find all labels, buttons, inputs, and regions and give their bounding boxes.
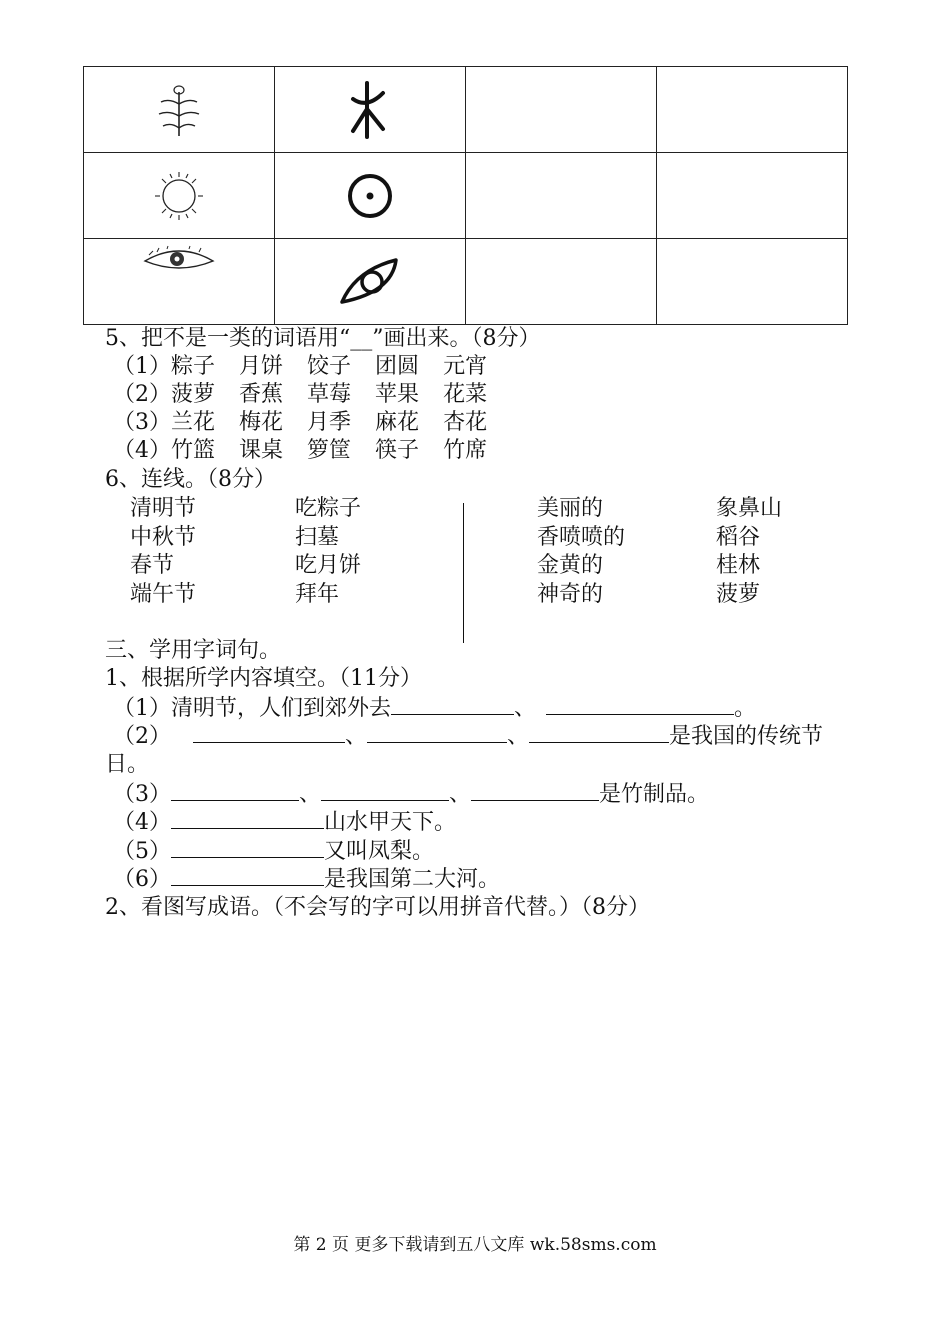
fill-item-3 — [113, 780, 709, 809]
separator: 、 — [449, 782, 472, 807]
sun-picture-cell — [84, 153, 275, 239]
answer-blank[interactable] — [546, 694, 734, 715]
match-item: 中秋节 — [130, 524, 197, 550]
match-item: 清明节 — [130, 496, 197, 521]
section-3-title: 三、学用字词句。 — [105, 638, 282, 663]
table-row — [84, 153, 848, 239]
match-item: 金黄的 — [537, 553, 604, 578]
separator: 、 — [514, 696, 537, 721]
sun-icon — [144, 166, 214, 226]
wood-glyph-cell — [275, 67, 466, 153]
column-divider — [463, 503, 464, 643]
answer-blank[interactable] — [471, 780, 599, 801]
fill-item-4 — [113, 808, 456, 837]
pictograph-table — [83, 66, 848, 325]
answer-blank[interactable] — [171, 808, 324, 829]
match-item: 象鼻山 — [716, 496, 783, 521]
word: 月饼 — [239, 354, 284, 379]
word: 课桌 — [239, 438, 284, 463]
question-1-title: 1、根据所学内容填空。（11分） — [105, 666, 422, 691]
word: 梅花 — [239, 410, 284, 435]
empty-cell — [466, 239, 657, 325]
word: 菠萝 — [171, 382, 216, 407]
q5-row-1 — [113, 353, 511, 381]
word: 竹席 — [443, 438, 488, 463]
fill-item-2-continued: 日。 — [105, 752, 150, 777]
match-item: 美丽的 — [537, 496, 604, 521]
separator: 、 — [507, 724, 530, 749]
match-item: 吃粽子 — [295, 496, 362, 521]
match-item: 拜年 — [295, 581, 340, 607]
question-6-title: 6、连线。（8分） — [105, 467, 276, 492]
table-row — [84, 239, 848, 325]
match-item: 吃月饼 — [295, 553, 362, 578]
answer-blank[interactable] — [367, 722, 507, 743]
plant-picture-cell — [84, 67, 275, 153]
festival-column — [130, 495, 196, 609]
match-item: 神奇的 — [537, 581, 604, 607]
separator: 、 — [345, 724, 368, 749]
word: 团圆 — [375, 354, 420, 379]
row-number: （3） — [113, 410, 171, 435]
word: 粽子 — [171, 354, 216, 379]
prompt-text: 是我国第二大河。 — [324, 867, 501, 892]
row-number: （1） — [113, 354, 171, 379]
word: 香蕉 — [239, 382, 284, 407]
question-2-title: 2、看图写成语。（不会写的字可以用拼音代替。）（8分） — [105, 895, 650, 920]
answer-blank[interactable] — [171, 780, 299, 801]
item-number: （2） — [113, 724, 171, 749]
wheat-plant-icon — [149, 80, 209, 140]
prompt-text: 是竹制品。 — [599, 782, 710, 807]
word: 兰花 — [171, 410, 216, 435]
word: 苹果 — [375, 382, 420, 407]
answer-blank[interactable] — [171, 865, 324, 886]
match-item: 桂林 — [716, 553, 761, 578]
oracle-wood-glyph-icon — [345, 79, 395, 141]
word: 杏花 — [443, 410, 488, 435]
empty-cell — [657, 153, 848, 239]
word: 竹篮 — [171, 438, 216, 463]
q5-row-4 — [113, 437, 511, 465]
answer-blank[interactable] — [321, 780, 449, 801]
prompt-text: （1）清明节，人们到郊外去 — [113, 696, 391, 721]
noun-column — [716, 495, 782, 609]
sun-glyph-cell — [275, 153, 466, 239]
word: 元宵 — [443, 354, 488, 379]
match-item: 稻谷 — [716, 524, 761, 550]
q5-row-3 — [113, 409, 511, 437]
oracle-eye-glyph-icon — [338, 252, 402, 312]
answer-blank[interactable] — [391, 694, 514, 715]
answer-blank[interactable] — [171, 837, 324, 858]
answer-blank[interactable] — [193, 722, 345, 743]
oracle-sun-glyph-icon — [343, 169, 397, 223]
eye-glyph-cell — [275, 239, 466, 325]
page-footer: 第 2 页 更多下载请到五八文库 wk.58sms.com — [293, 1235, 657, 1255]
row-number: （2） — [113, 382, 171, 407]
custom-column — [295, 495, 361, 609]
match-item: 端午节 — [130, 581, 197, 607]
item-number: （3） — [113, 782, 171, 807]
table-row — [84, 67, 848, 153]
item-number: （6） — [113, 867, 171, 892]
question-5-title: 5、把不是一类的词语用“__”画出来。（8分） — [105, 326, 541, 351]
eye-icon — [139, 245, 219, 275]
match-item: 菠萝 — [716, 581, 761, 607]
adjective-column — [537, 495, 625, 609]
fill-item-1 — [113, 694, 756, 723]
match-item: 春节 — [130, 553, 175, 578]
prompt-text: 山水甲天下。 — [324, 810, 457, 835]
empty-cell — [657, 67, 848, 153]
fill-item-6 — [113, 865, 500, 894]
match-item: 香喷喷的 — [537, 524, 626, 550]
item-number: （4） — [113, 810, 171, 835]
word: 月季 — [307, 410, 352, 435]
empty-cell — [657, 239, 848, 325]
word: 筷子 — [375, 438, 420, 463]
empty-cell — [466, 67, 657, 153]
eye-picture-cell — [84, 239, 275, 325]
row-number: （4） — [113, 438, 171, 463]
item-number: （5） — [113, 839, 171, 864]
word: 麻花 — [375, 410, 420, 435]
prompt-text: 是我国的传统节 — [669, 724, 824, 749]
word: 饺子 — [307, 354, 352, 379]
word: 箩筐 — [307, 438, 352, 463]
word: 草莓 — [307, 382, 352, 407]
prompt-text: 又叫凤梨。 — [324, 839, 435, 864]
fill-item-5 — [113, 837, 434, 866]
word: 花菜 — [443, 382, 488, 407]
empty-cell — [466, 153, 657, 239]
answer-blank[interactable] — [529, 722, 669, 743]
q5-row-2 — [113, 381, 511, 409]
period: 。 — [734, 696, 757, 721]
separator: 、 — [299, 782, 322, 807]
fill-item-2 — [113, 722, 823, 751]
match-item: 扫墓 — [295, 524, 340, 550]
